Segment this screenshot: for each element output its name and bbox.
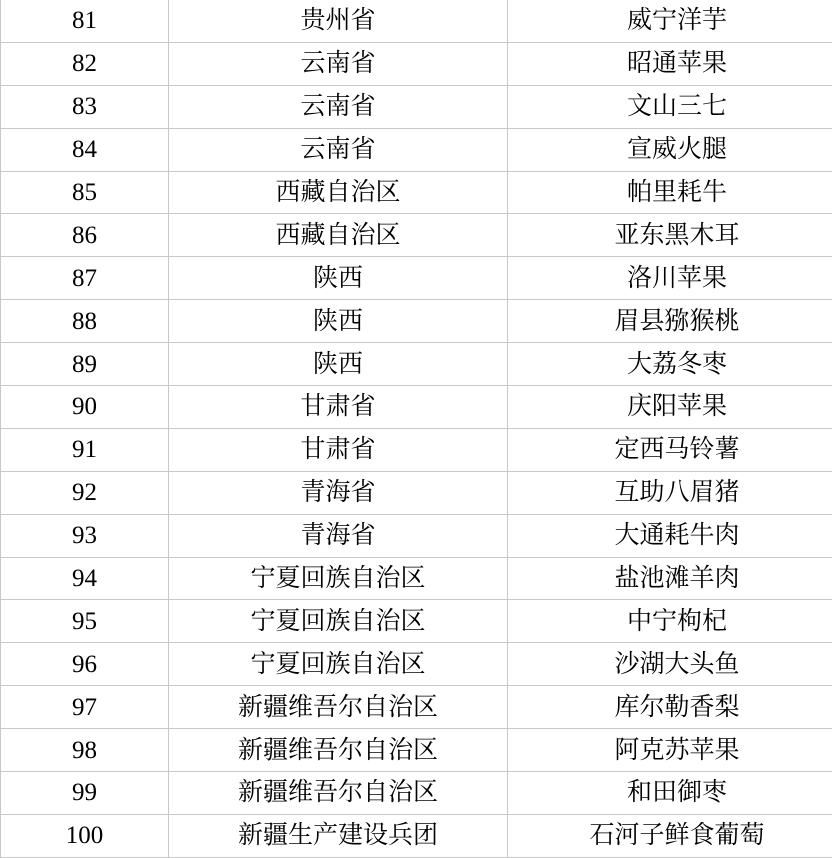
table-row bbox=[1, 643, 832, 686]
cell-index: 98 bbox=[1, 729, 169, 772]
cell-province: 甘肃省 bbox=[169, 428, 508, 471]
cell-province: 陕西 bbox=[169, 343, 508, 386]
cell-index: 92 bbox=[1, 471, 169, 514]
cell-product: 中宁枸杞 bbox=[508, 600, 832, 643]
cell-index: 99 bbox=[1, 772, 169, 815]
table-row bbox=[1, 729, 832, 772]
cell-index: 87 bbox=[1, 257, 169, 300]
table-row bbox=[1, 42, 832, 85]
cell-province: 新疆维吾尔自治区 bbox=[169, 686, 508, 729]
cell-product: 洛川苹果 bbox=[508, 257, 832, 300]
table-row bbox=[1, 257, 832, 300]
cell-province: 宁夏回族自治区 bbox=[169, 643, 508, 686]
cell-product: 大荔冬枣 bbox=[508, 343, 832, 386]
cell-product: 互助八眉猪 bbox=[508, 471, 832, 514]
cell-province: 云南省 bbox=[169, 42, 508, 85]
table-row bbox=[1, 128, 832, 171]
cell-index: 100 bbox=[1, 814, 169, 857]
cell-province: 甘肃省 bbox=[169, 386, 508, 429]
cell-index: 97 bbox=[1, 686, 169, 729]
cell-index: 82 bbox=[1, 42, 169, 85]
table-row bbox=[1, 343, 832, 386]
cell-product: 庆阳苹果 bbox=[508, 386, 832, 429]
table-row bbox=[1, 214, 832, 257]
cell-province: 陕西 bbox=[169, 257, 508, 300]
cell-index: 90 bbox=[1, 386, 169, 429]
table-row bbox=[1, 557, 832, 600]
table-body bbox=[1, 0, 832, 857]
cell-province: 云南省 bbox=[169, 128, 508, 171]
cell-product: 帕里耗牛 bbox=[508, 171, 832, 214]
cell-product: 和田御枣 bbox=[508, 772, 832, 815]
cell-product: 盐池滩羊肉 bbox=[508, 557, 832, 600]
cell-product: 大通耗牛肉 bbox=[508, 514, 832, 557]
cell-province: 新疆维吾尔自治区 bbox=[169, 772, 508, 815]
table-row bbox=[1, 171, 832, 214]
cell-product: 眉县猕猴桃 bbox=[508, 300, 832, 343]
cell-province: 西藏自治区 bbox=[169, 171, 508, 214]
cell-province: 西藏自治区 bbox=[169, 214, 508, 257]
cell-province: 青海省 bbox=[169, 514, 508, 557]
cell-product: 库尔勒香梨 bbox=[508, 686, 832, 729]
cell-index: 94 bbox=[1, 557, 169, 600]
cell-index: 96 bbox=[1, 643, 169, 686]
table-row bbox=[1, 471, 832, 514]
cell-province: 新疆生产建设兵团 bbox=[169, 814, 508, 857]
table-row bbox=[1, 686, 832, 729]
table-row bbox=[1, 386, 832, 429]
cell-index: 88 bbox=[1, 300, 169, 343]
cell-index: 83 bbox=[1, 85, 169, 128]
cell-product: 定西马铃薯 bbox=[508, 428, 832, 471]
cell-index: 91 bbox=[1, 428, 169, 471]
cell-province: 宁夏回族自治区 bbox=[169, 557, 508, 600]
cell-index: 85 bbox=[1, 171, 169, 214]
table-row bbox=[1, 600, 832, 643]
table-row bbox=[1, 0, 832, 42]
table-row bbox=[1, 772, 832, 815]
table-row bbox=[1, 428, 832, 471]
cell-product: 石河子鲜食葡萄 bbox=[508, 814, 832, 857]
cell-province: 青海省 bbox=[169, 471, 508, 514]
cell-index: 89 bbox=[1, 343, 169, 386]
cell-province: 宁夏回族自治区 bbox=[169, 600, 508, 643]
cell-product: 威宁洋芋 bbox=[508, 0, 832, 42]
table-row bbox=[1, 514, 832, 557]
cell-product: 宣威火腿 bbox=[508, 128, 832, 171]
cell-province: 新疆维吾尔自治区 bbox=[169, 729, 508, 772]
cell-product: 亚东黑木耳 bbox=[508, 214, 832, 257]
table-row bbox=[1, 814, 832, 857]
cell-province: 陕西 bbox=[169, 300, 508, 343]
cell-product: 昭通苹果 bbox=[508, 42, 832, 85]
cell-product: 阿克苏苹果 bbox=[508, 729, 832, 772]
cell-product: 文山三七 bbox=[508, 85, 832, 128]
table-row bbox=[1, 300, 832, 343]
cell-index: 86 bbox=[1, 214, 169, 257]
table-row bbox=[1, 85, 832, 128]
cell-index: 93 bbox=[1, 514, 169, 557]
cell-province: 贵州省 bbox=[169, 0, 508, 42]
cell-index: 84 bbox=[1, 128, 169, 171]
cell-province: 云南省 bbox=[169, 85, 508, 128]
cell-index: 95 bbox=[1, 600, 169, 643]
cell-product: 沙湖大头鱼 bbox=[508, 643, 832, 686]
cell-index: 81 bbox=[1, 0, 169, 42]
